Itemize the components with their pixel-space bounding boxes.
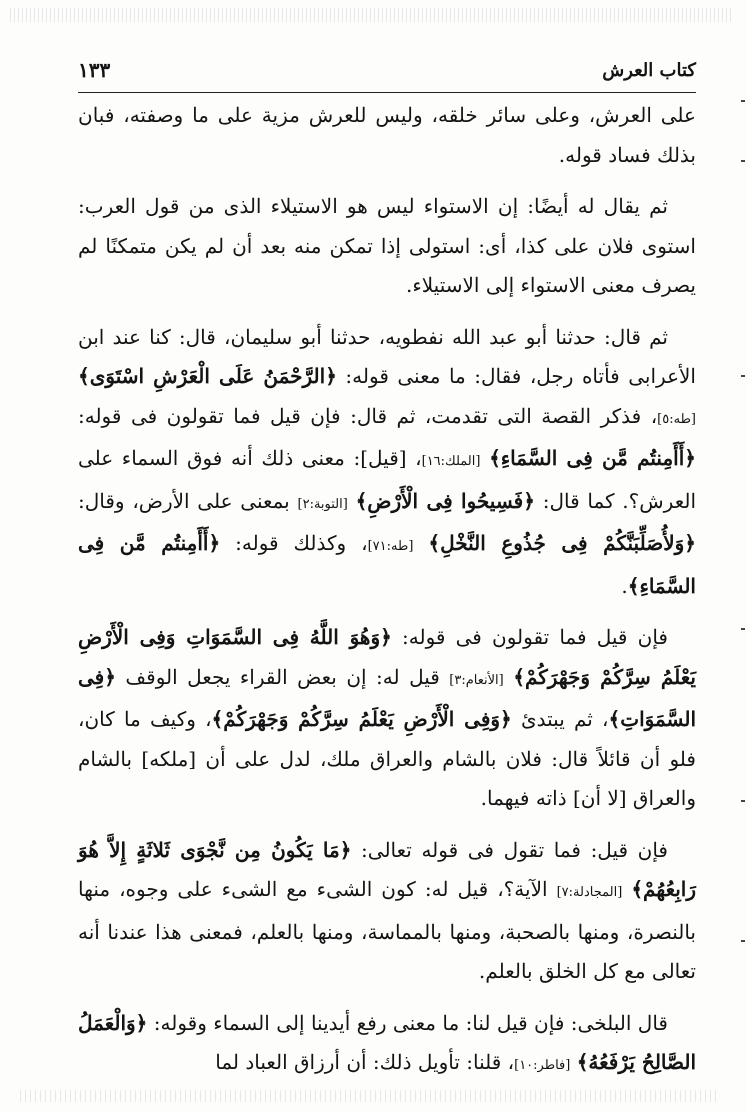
text-run: قال البلخى: فإن قيل لنا: ما معنى رفع أيدينا إلى السماء وقوله: bbox=[147, 1010, 668, 1035]
paragraph-p3 bbox=[78, 318, 696, 607]
header-rule bbox=[78, 92, 696, 93]
verse-reference: [الأنعام:٣] bbox=[449, 672, 504, 688]
verse-reference: [التوبة:٢] bbox=[297, 496, 348, 512]
verse-reference: [المجادلة:٧] bbox=[556, 885, 623, 900]
margin-marks bbox=[733, 0, 745, 1112]
verse-reference: [طه:٧١] bbox=[367, 539, 414, 554]
text-run: ، فذكر القصة التى تقدمت، ثم قال: فإن قيل فما تقولون فى قوله: bbox=[78, 403, 658, 428]
text-run: ، وكذلك قوله: bbox=[220, 531, 368, 555]
text-run: الآية؟، قيل له: كون الشىء مع الشىء على وجوه، منها بالنصرة، ومنها بالصحبة، ومنها بالمماسة، ومنها بالعلم، فمعنى هذا عندنا أنه تعالى مع كل الخلق بالعلم. bbox=[78, 877, 696, 983]
margin-mark bbox=[741, 628, 745, 630]
quran-verse: ﴿وَلأُصَلِّبَنَّكُمْ فِى جُذُوعِ النَّخْلِ﴾ bbox=[428, 531, 696, 555]
text-run: ، قلنا: تأويل ذلك: أن أرزاق العباد لما bbox=[215, 1050, 515, 1074]
margin-mark bbox=[741, 160, 745, 162]
paragraph-p4 bbox=[78, 618, 696, 819]
text-run: ، وكيف ما كان، فلو أن قائلاً قال: فلان بالشام والعراق ملك، لدل على أن [ملكه] بالشام والعراق [لا أن] ذاته فيهما. bbox=[78, 707, 696, 810]
quran-verse: ﴿مَا يَكُونُ مِن نَّجْوَى ثَلاثَةٍ إِلاَّ هُوَ رَابِعُهُمْ﴾ bbox=[78, 837, 697, 901]
paragraph-p6 bbox=[78, 1004, 696, 1086]
text-run bbox=[413, 531, 428, 555]
scan-edge-top bbox=[10, 8, 732, 22]
quran-verse: ﴿وَالْعَمَلُ الصَّالِحُ يَرْفَعُهُ﴾ bbox=[78, 1010, 696, 1074]
text-run: ثم قال: حدثنا أبو عبد الله نفطويه، حدثنا أبو سليمان، قال: كنا عند ابن الأعرابى فأتاه رجل، فقال: ما معنى قوله: bbox=[78, 324, 696, 388]
text-run: ثم يقال له أيضًا: إن الاستواء ليس هو الاستيلاء الذى من قول العرب: استوى فلان على كذا، أى: استولى إذا تمكن منه بعد أن لم يكن متمكنًا لم يصرف معنى الاستواء إلى الاستيلاء. bbox=[78, 194, 696, 297]
margin-mark bbox=[741, 800, 745, 802]
quran-verse: ﴿أَأَمِنتُم مَّن فِى السَّمَاءِ﴾ bbox=[78, 531, 696, 598]
quran-verse: ﴿وَهُوَ اللَّهُ فِى السَّمَوَاتِ وَفِى الْأَرْضِ يَعْلَمُ سِرَّكُمْ وَجَهْرَكُمْ﴾ bbox=[78, 625, 696, 689]
text-run: قيل له: إن بعض القراء يجعل الوقف bbox=[115, 664, 450, 689]
text-run bbox=[622, 877, 631, 901]
paragraph-p1 bbox=[78, 96, 696, 175]
text-run: ، ثم يبتدئ bbox=[511, 707, 609, 731]
text-run: فإن قيل: فما تقول فى قوله تعالى: bbox=[351, 837, 668, 862]
text-run bbox=[504, 665, 513, 689]
text-run: ، [قيل]: معنى ذلك أنه فوق السماء على العرش؟. كما قال: bbox=[78, 446, 696, 513]
text-run: على العرش، وعلى سائر خلقه، وليس للعرش مزية على ما وصفته، فبان بذلك فساد قوله. bbox=[78, 103, 696, 167]
paragraph-p5 bbox=[78, 831, 696, 992]
body-text bbox=[78, 96, 696, 1086]
quran-verse: ﴿فِى السَّمَوَاتِ﴾ bbox=[78, 664, 697, 731]
page-number: ١٣٣ bbox=[78, 58, 111, 82]
text-run bbox=[480, 446, 489, 470]
text-run bbox=[348, 489, 356, 513]
running-title: كتاب العرش bbox=[602, 60, 696, 81]
verse-reference: [الملك:١٦] bbox=[421, 454, 481, 469]
margin-mark bbox=[741, 940, 745, 942]
verse-reference: [طه:٥] bbox=[657, 411, 696, 427]
scan-edge-bottom bbox=[20, 1090, 720, 1102]
verse-reference: [فاطر:١٠] bbox=[514, 1058, 571, 1073]
quran-verse: ﴿أَأَمِنتُم مَّن فِى السَّمَاءِ﴾ bbox=[489, 446, 697, 470]
margin-mark bbox=[741, 375, 745, 377]
quran-verse: ﴿فَسِيحُوا فِى الْأَرْضِ﴾ bbox=[355, 488, 535, 513]
paragraph-p2 bbox=[78, 187, 696, 306]
margin-mark bbox=[741, 100, 745, 102]
quran-verse: ﴿وَفِى الْأَرْضِ يَعْلَمُ سِرَّكُمْ وَجَهْرَكُمْ﴾ bbox=[211, 707, 512, 731]
text-run: بمعنى على الأرض، وقال: bbox=[78, 488, 298, 513]
text-run: . bbox=[621, 573, 628, 598]
page-header bbox=[78, 56, 696, 90]
quran-verse: ﴿الرَّحْمَنُ عَلَى الْعَرْشِ اسْتَوَى﴾ bbox=[78, 364, 337, 388]
text-run: فإن قيل فما تقولون فى قوله: bbox=[391, 625, 668, 649]
